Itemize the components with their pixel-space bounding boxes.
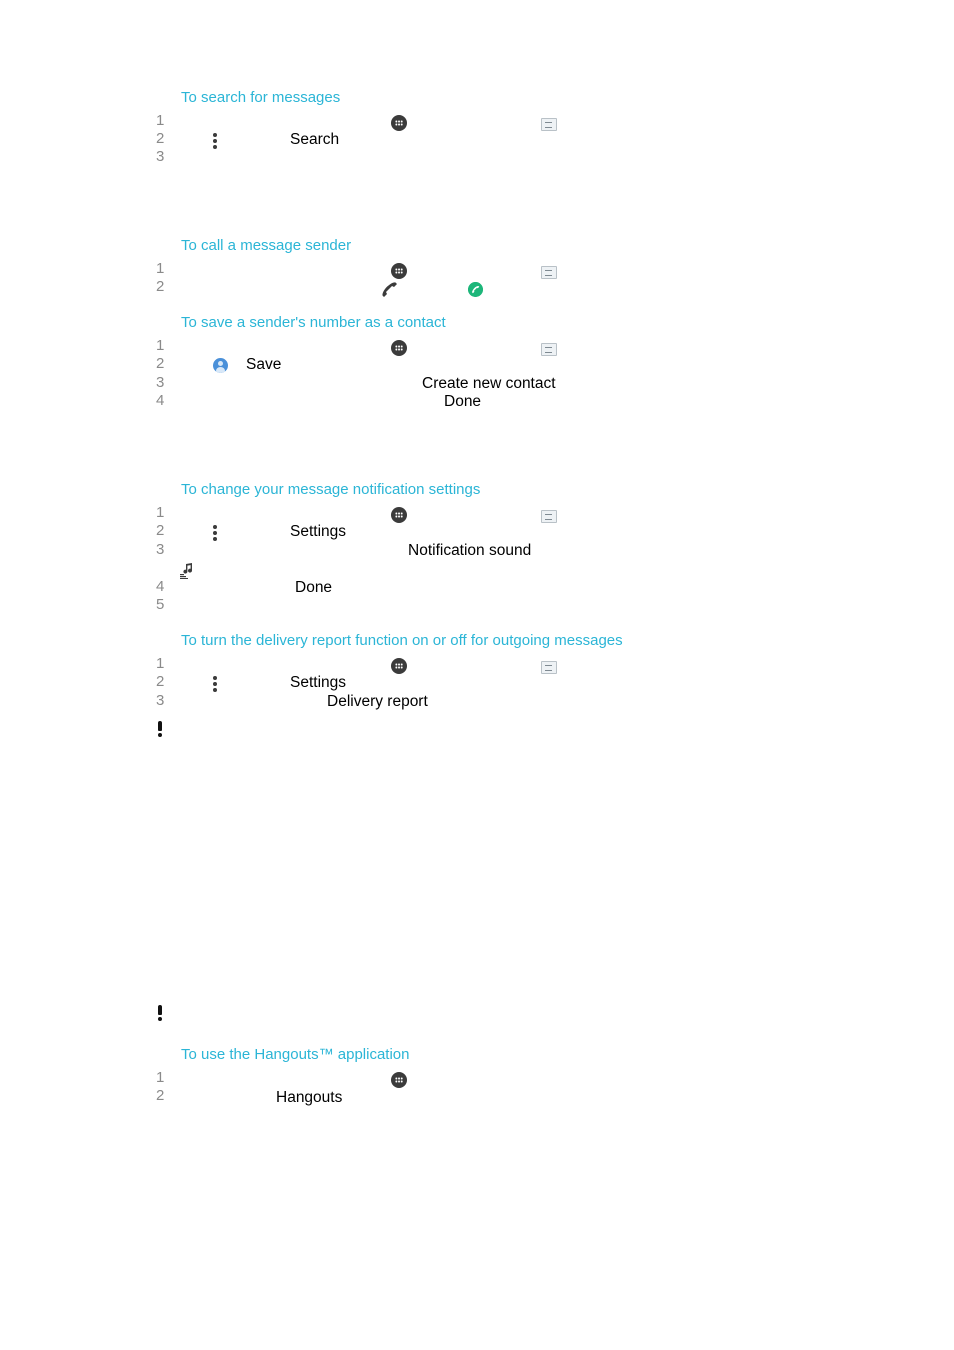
heading-search: To search for messages (181, 89, 341, 106)
exclamation-note-icon (157, 1005, 163, 1021)
done-label: Done (295, 579, 333, 596)
green-call-icon (468, 282, 483, 297)
heading-save-contact: To save a sender's number as a contact (181, 314, 446, 331)
heading-call: To call a message sender (181, 237, 352, 254)
step-number: 2 (156, 673, 165, 690)
apps-grid-icon (391, 507, 407, 523)
messaging-icon (541, 510, 557, 523)
step-number: 1 (156, 655, 165, 672)
apps-grid-icon (391, 1072, 407, 1088)
messaging-icon (541, 266, 557, 279)
contact-icon (213, 358, 228, 373)
hangouts-label: Hangouts (276, 1089, 343, 1106)
messaging-icon (541, 661, 557, 674)
step-number: 5 (156, 596, 165, 613)
heading-delivery: To turn the delivery report function on or off for outgoing messages (181, 632, 623, 649)
messaging-icon (541, 118, 557, 131)
delivery-report-label: Delivery report (327, 693, 428, 710)
step-number: 1 (156, 1069, 165, 1086)
kebab-menu-icon (213, 676, 217, 692)
save-label: Save (246, 356, 282, 373)
phone-icon (381, 281, 398, 298)
step-number: 2 (156, 278, 165, 295)
step-number: 1 (156, 337, 165, 354)
step-number: 1 (156, 504, 165, 521)
step-number: 3 (156, 148, 165, 165)
apps-grid-icon (391, 340, 407, 356)
settings-label: Settings (290, 674, 347, 691)
kebab-menu-icon (213, 133, 217, 149)
step-number: 2 (156, 130, 165, 147)
kebab-menu-icon (213, 525, 217, 541)
search-label: Search (290, 131, 340, 148)
step-number: 3 (156, 692, 165, 709)
step-number: 4 (156, 392, 165, 409)
settings-label: Settings (290, 523, 347, 540)
heading-hangouts: To use the Hangouts™ application (181, 1046, 410, 1063)
apps-grid-icon (391, 263, 407, 279)
step-number: 3 (156, 541, 165, 558)
notification-sound-label: Notification sound (408, 542, 532, 559)
step-number: 2 (156, 1087, 165, 1104)
step-number: 2 (156, 355, 165, 372)
step-number: 3 (156, 374, 165, 391)
messaging-icon (541, 343, 557, 356)
create-new-contact-label: Create new contact (422, 375, 556, 392)
exclamation-note-icon (157, 721, 163, 737)
step-number: 1 (156, 112, 165, 129)
apps-grid-icon (391, 115, 407, 131)
step-number: 1 (156, 260, 165, 277)
step-number: 2 (156, 522, 165, 539)
heading-notification: To change your message notification settings (181, 481, 481, 498)
ringtone-icon (180, 563, 193, 579)
step-number: 4 (156, 578, 165, 595)
apps-grid-icon (391, 658, 407, 674)
done-label: Done (444, 393, 482, 410)
